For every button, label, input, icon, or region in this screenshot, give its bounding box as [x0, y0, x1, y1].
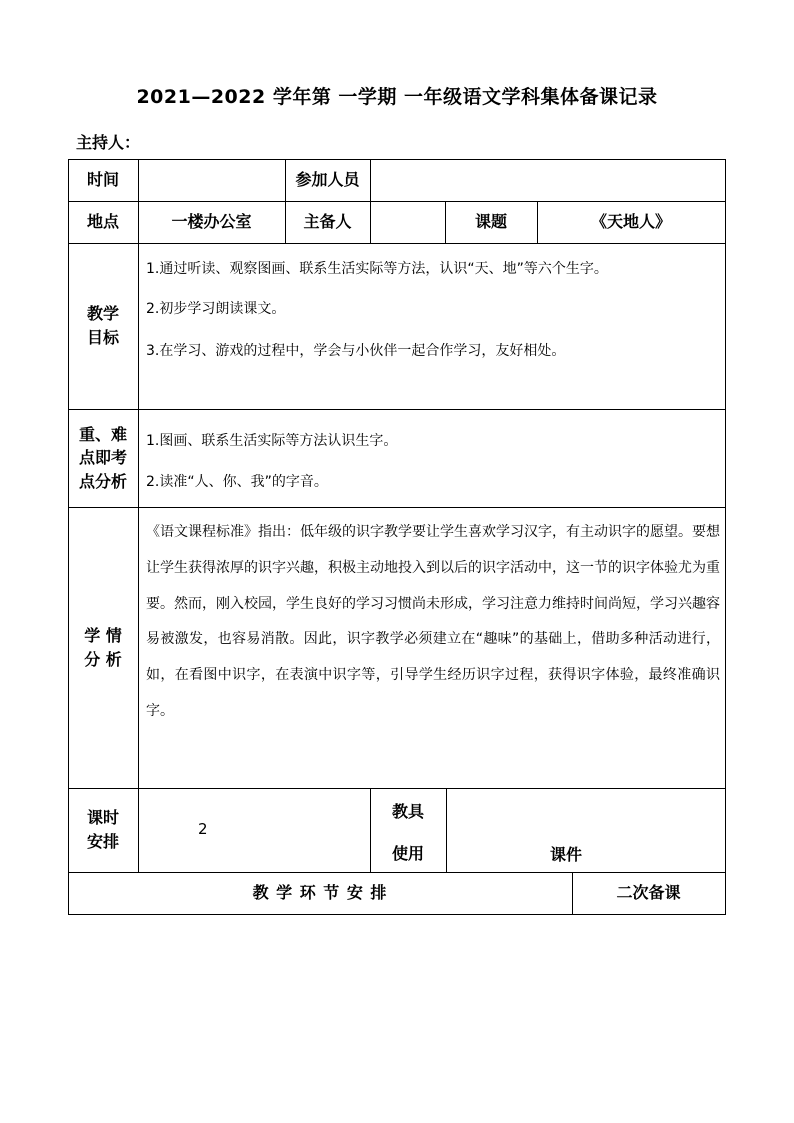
location-label: 地点: [86, 212, 119, 231]
preparer-value: [370, 201, 445, 243]
time-value: [138, 159, 285, 201]
topic-value: 《天地人》: [590, 212, 671, 231]
hours-label: [68, 788, 138, 872]
goals-label-line: 目标: [86, 328, 119, 347]
analysis-label: [68, 507, 138, 788]
goal-item: 3.在学习、游戏的过程中，学会与小伙伴一起合作学习，友好相处。: [146, 343, 566, 359]
keypoints-label-line: 点即考: [78, 448, 127, 468]
table-border-right: [725, 159, 726, 915]
analysis-label-line: 分 析: [84, 649, 122, 669]
column-divider: [138, 159, 139, 873]
topic-label: 课题: [474, 212, 507, 231]
second-prep-label: 二次备课: [616, 883, 681, 902]
time-label: 时间: [86, 170, 119, 189]
schedule-label: 教 学 环 节 安 排: [252, 883, 388, 902]
preparer-label: 主备人: [303, 212, 352, 231]
analysis-text: 《语文课程标准》指出：低年级的识字教学要让学生喜欢学习汉字，有主动识字的愿望。要想让学生获得浓厚的识字兴趣，积极主动地投入到以后的识字活动中，这一节的识字体验尤为重要。然而，刚入校园，学生良好的学习习惯尚未形成，学习注意力维持时间尚短，学习兴趣容易被激发，也容易消散。因此，识字教学必须建立在“趣味”的基础上，借助多种活动进行，如，在看图中识字，在表演中识字等，引导学生经历识字过程，获得识字体验，最终准确识字。: [146, 524, 720, 719]
tools-label-line: 使用: [391, 844, 424, 863]
keypoint-item: 2.读准“人、你、我”的字音。: [146, 474, 328, 490]
row-divider: [68, 788, 726, 789]
document-title: 2021—2022 学年第 一学期 一年级语文学科集体备课记录: [136, 86, 658, 108]
goals-label: [68, 243, 138, 409]
table-border-bottom: [68, 914, 726, 915]
keypoints-label-line: 重、难: [78, 425, 127, 445]
hours-value: 2: [198, 820, 208, 838]
row-divider: [68, 507, 726, 508]
row-divider: [68, 409, 726, 410]
goals-label-line: 教学: [86, 304, 119, 323]
keypoints-label-line: 点分析: [78, 471, 127, 491]
hours-label-line: 课时: [86, 808, 119, 827]
host-label: 主持人：: [76, 133, 141, 152]
participants-label: 参加人员: [295, 170, 360, 189]
row-divider: [68, 243, 726, 244]
keypoints-label: [68, 409, 138, 507]
participants-value: [370, 159, 725, 201]
tools-value: 课件: [549, 845, 582, 864]
tools-label-line: 教具: [391, 802, 424, 821]
keypoint-item: 1.图画、联系生活实际等方法认识生字。: [146, 433, 398, 449]
hours-label-line: 安排: [86, 832, 119, 851]
location-value: 一楼办公室: [171, 212, 252, 231]
goal-item: 1.通过听读、观察图画、联系生活实际等方法，认识“天、地”等六个生字。: [146, 261, 608, 277]
analysis-label-line: 学 情: [84, 625, 122, 645]
goal-item: 2.初步学习朗读课文。: [146, 301, 286, 317]
